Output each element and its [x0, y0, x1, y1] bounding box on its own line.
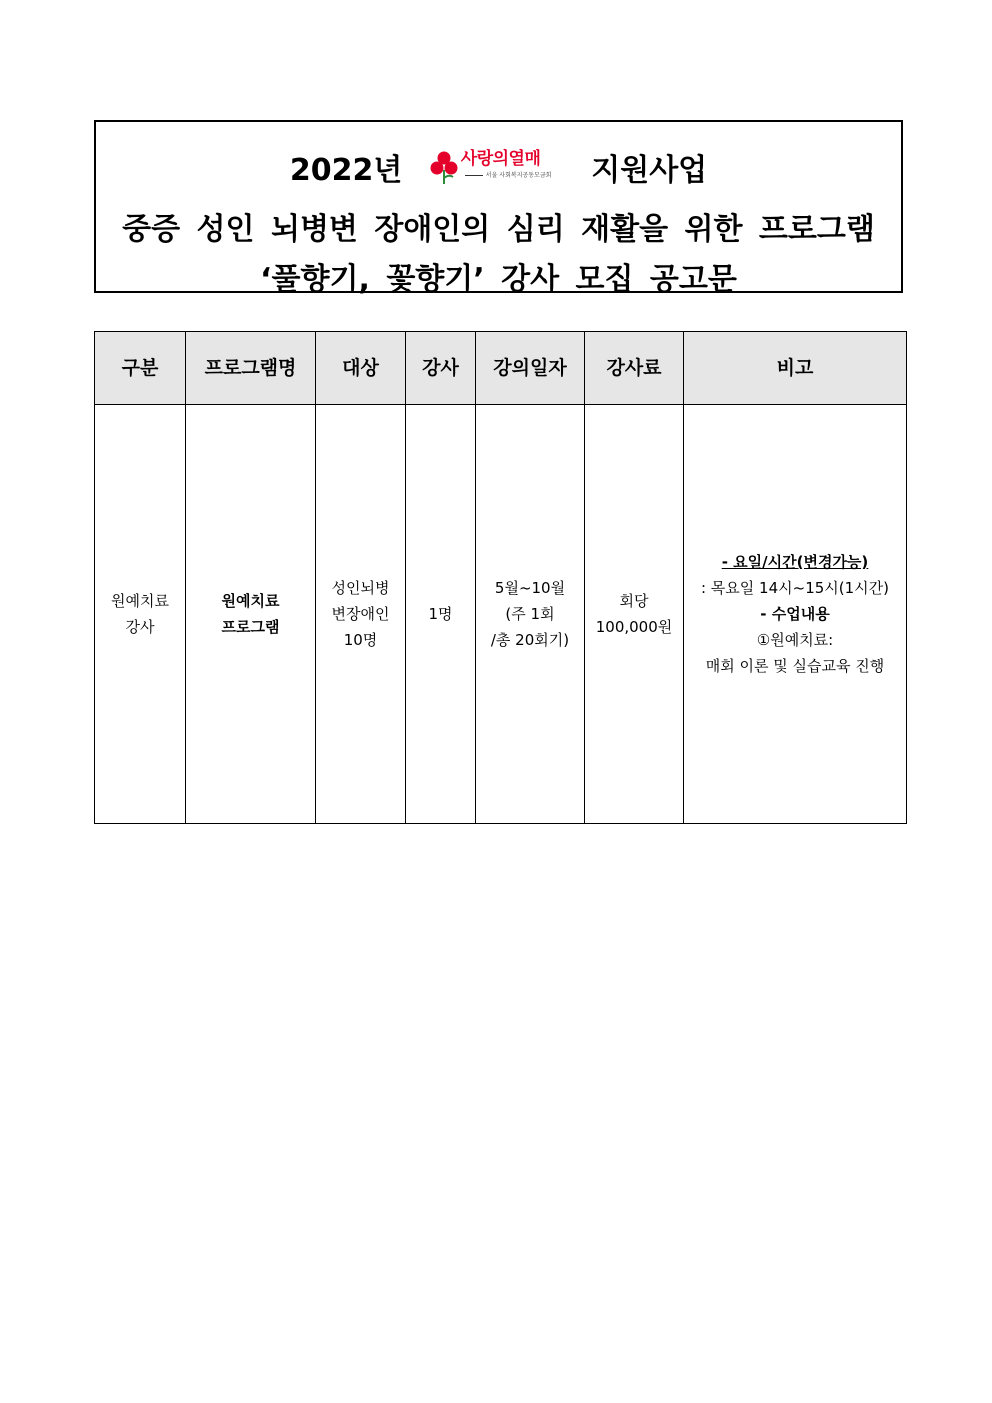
title-line-3: ‘풀향기, 꽃향기’ 강사 모집 공고문 — [260, 262, 737, 297]
title-year: 2022년 — [289, 153, 403, 188]
title-line-1 — [96, 148, 901, 192]
note-schedule-heading: - 요일/시간(변경가능) — [721, 553, 869, 571]
cell-note — [684, 405, 907, 824]
note-content-detail: 매회 이론 및 실습교육 진행 — [705, 657, 885, 675]
logo — [427, 148, 567, 188]
table-header-row — [95, 332, 907, 405]
cell-program: 원예치료 프로그램 — [186, 405, 316, 824]
cell-instructors: 1명 — [406, 405, 476, 824]
header-instructor: 강사 — [406, 332, 476, 405]
header-note: 비고 — [684, 332, 907, 405]
note-content-item: ①원예치료: — [756, 631, 834, 649]
cell-category: 원예치료 강사 — [95, 405, 186, 824]
love-fruit-logo-icon — [429, 150, 459, 186]
header-dates: 강의일자 — [476, 332, 585, 405]
title-box — [94, 120, 903, 297]
header-fee: 강사료 — [585, 332, 684, 405]
title-line-2: 중증 성인 뇌병변 장애인의 심리 재활을 위한 프로그램 — [122, 212, 875, 247]
cell-target: 성인뇌병 변장애인 10명 — [316, 405, 406, 824]
header-category: 구분 — [95, 332, 186, 405]
logo-name: 사랑의열매 — [460, 148, 541, 169]
title-support: 지원사업 — [591, 153, 708, 188]
header-target: 대상 — [316, 332, 406, 405]
note-schedule-detail: : 목요일 14시~15시(1시간) — [700, 579, 889, 597]
cell-dates: 5월~10월 (주 1회 /총 20회기) — [476, 405, 585, 824]
logo-subtitle: 서울 사회복지공동모금회 — [465, 172, 552, 180]
cell-fee: 회당 100,000원 — [585, 405, 684, 824]
recruitment-table — [94, 331, 907, 824]
header-program: 프로그램명 — [186, 332, 316, 405]
table-row — [95, 405, 907, 824]
note-content-heading: - 수업내용 — [760, 605, 830, 623]
